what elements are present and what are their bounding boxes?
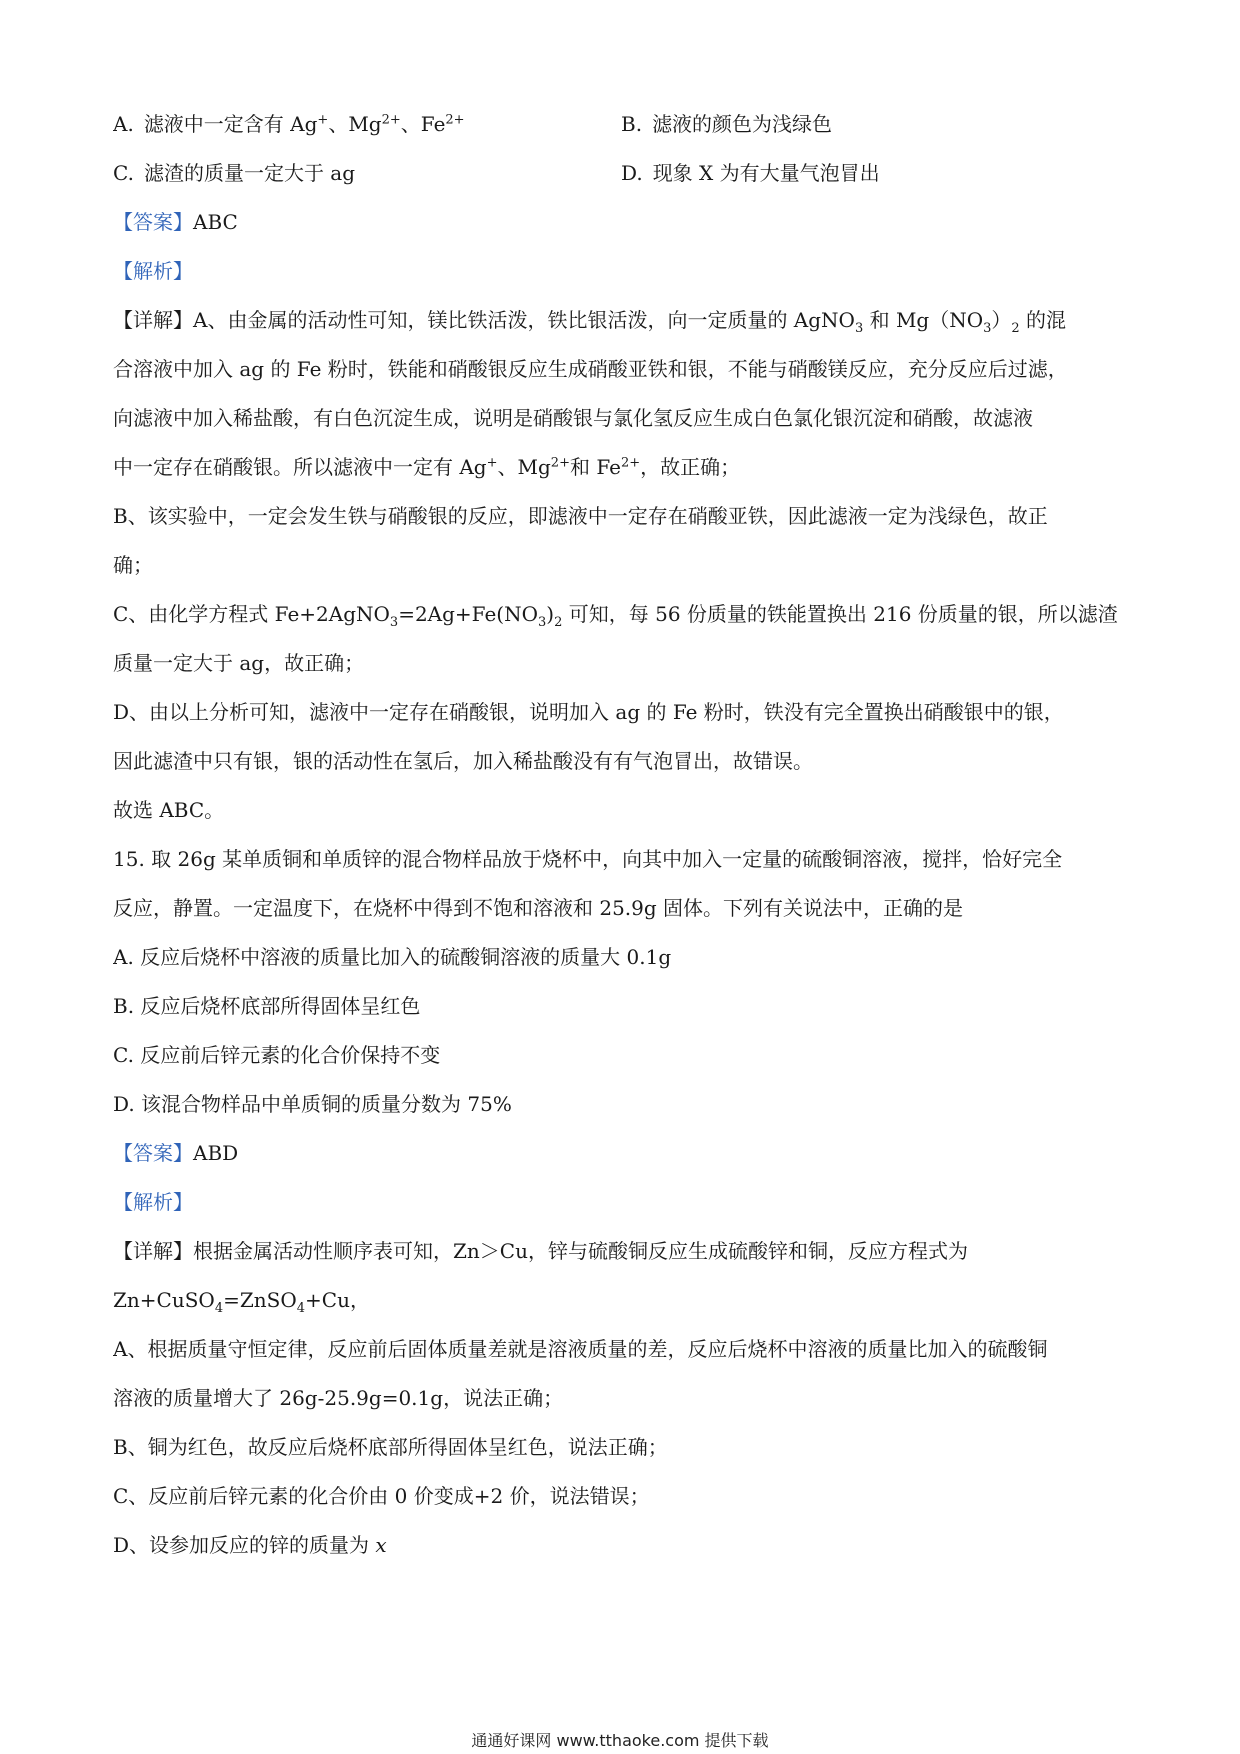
q14-conclusion: 故选 ABC。 bbox=[113, 798, 225, 822]
superscript: 2+ bbox=[620, 455, 641, 471]
q15-detail-c-line-1: C、反应前后锌元素的化合价由 0 价变成+2 价，说法错误； bbox=[113, 1484, 650, 1508]
text: =2Ag+Fe(NO bbox=[398, 602, 538, 626]
superscript: + bbox=[317, 112, 329, 128]
analysis-tag: 【解析】 bbox=[113, 259, 193, 283]
analysis-tag: 【解析】 bbox=[113, 1190, 193, 1214]
q14-option-c bbox=[113, 149, 621, 198]
answer-tag: 【答案】 bbox=[113, 1141, 193, 1165]
q15-option-a: A. 反应后烧杯中溶液的质量比加入的硫酸铜溶液的质量大 0.1g bbox=[113, 945, 672, 969]
q14-options-row-1 bbox=[113, 100, 1133, 149]
text: 根据金属活动性顺序表可知，Zn＞Cu，锌与硫酸铜反应生成硫酸锌和铜，反应方程式为 bbox=[193, 1239, 968, 1263]
text: =ZnSO bbox=[223, 1288, 297, 1312]
q14-answer bbox=[113, 198, 1133, 247]
superscript: 2+ bbox=[381, 112, 401, 128]
subscript: 2 bbox=[1011, 321, 1020, 336]
detail-tag: 【详解】 bbox=[113, 1239, 193, 1263]
text: 、Mg bbox=[497, 455, 551, 479]
option-text: 现象 X 为有大量气泡冒出 bbox=[652, 161, 880, 185]
superscript: 2+ bbox=[550, 455, 570, 471]
text: 和 Fe bbox=[569, 455, 621, 479]
q15-analysis-heading bbox=[113, 1178, 1133, 1227]
q14-detail-line-1 bbox=[113, 296, 1133, 345]
q14-detail-line-3: 向滤液中加入稀盐酸，有白色沉淀生成，说明是硝酸银与氯化氢反应生成白色氯化银沉淀和硝酸，故滤液 bbox=[113, 406, 1033, 430]
q15-detail-a-line-2: 溶液的质量增大了 26g-25.9g=0.1g，说法正确； bbox=[113, 1386, 564, 1410]
variable: x bbox=[375, 1533, 387, 1557]
subscript: 3 bbox=[389, 615, 399, 630]
q15-detail-d-line-1 bbox=[113, 1521, 1133, 1570]
option-text: 、Fe bbox=[400, 112, 446, 136]
page-content bbox=[113, 100, 1133, 1570]
text: A、由金属的活动性可知，镁比铁活泼，铁比银活泼，向一定质量的 AgNO bbox=[193, 308, 855, 332]
q14-option-b bbox=[621, 100, 1129, 149]
q15-equation bbox=[113, 1276, 1133, 1325]
q14-detail-c-line-2: 质量一定大于 ag，故正确； bbox=[113, 651, 365, 675]
q14-option-d bbox=[621, 149, 1129, 198]
text: +Cu， bbox=[305, 1288, 370, 1312]
q14-option-a bbox=[113, 100, 621, 149]
option-text: 滤液的颜色为浅绿色 bbox=[652, 112, 833, 136]
answer-value: ABD bbox=[193, 1141, 239, 1165]
subscript: 4 bbox=[214, 1301, 224, 1316]
text: 可知，每 56 份质量的铁能置换出 216 份质量的银，所以滤渣 bbox=[562, 602, 1118, 626]
text: Zn+CuSO bbox=[113, 1288, 215, 1312]
detail-tag: 【详解】 bbox=[113, 308, 193, 332]
answer-tag: 【答案】 bbox=[113, 210, 193, 234]
q15-stem-line-2: 反应，静置。一定温度下，在烧杯中得到不饱和溶液和 25.9g 固体。下列有关说法中，正确的是 bbox=[113, 896, 964, 920]
option-label: A. bbox=[113, 112, 134, 136]
superscript: + bbox=[486, 455, 498, 471]
text: ） bbox=[991, 308, 1012, 332]
q14-analysis-heading bbox=[113, 247, 1133, 296]
q14-detail-b-line-2: 确； bbox=[113, 553, 153, 577]
q15-answer bbox=[113, 1129, 1133, 1178]
q14-detail-d-line-1: D、由以上分析可知，滤液中一定存在硝酸银，说明加入 ag 的 Fe 粉时，铁没有完全置换出硝酸银中的银， bbox=[113, 700, 1064, 724]
subscript: 3 bbox=[854, 321, 864, 336]
q15-detail-a-line-1: A、根据质量守恒定律，反应前后固体质量差就是溶液质量的差，反应后烧杯中溶液的质量比加入的硫酸铜 bbox=[113, 1337, 1048, 1361]
q14-options-row-2 bbox=[113, 149, 1133, 198]
q14-detail-c-line-1 bbox=[113, 590, 1133, 639]
text: C、由化学方程式 Fe+2AgNO bbox=[113, 602, 390, 626]
option-text: 、Mg bbox=[328, 112, 382, 136]
text: 的混 bbox=[1019, 308, 1067, 332]
subscript: 3 bbox=[983, 321, 992, 336]
option-label: D. bbox=[621, 161, 643, 185]
q15-option-c: C. 反应前后锌元素的化合价保持不变 bbox=[113, 1043, 441, 1067]
answer-value: ABC bbox=[193, 210, 238, 234]
q15-option-d: D. 该混合物样品中单质铜的质量分数为 75% bbox=[113, 1092, 512, 1116]
q14-detail-d-line-2: 因此滤渣中只有银，银的活动性在氢后，加入稀盐酸没有有气泡冒出，故错误。 bbox=[113, 749, 813, 773]
option-label: C. bbox=[113, 161, 134, 185]
q15-detail-b-line-1: B、铜为红色，故反应后烧杯底部所得固体呈红色，说法正确； bbox=[113, 1435, 668, 1459]
q14-detail-b-line-1: B、该实验中，一定会发生铁与硝酸银的反应，即滤液中一定存在硝酸亚铁，因此滤液一定为浅绿色，故正 bbox=[113, 504, 1048, 528]
text: ) bbox=[546, 602, 555, 626]
text: 和 Mg（NO bbox=[863, 308, 984, 332]
q14-detail-line-4 bbox=[113, 443, 1133, 492]
subscript: 3 bbox=[538, 615, 547, 630]
option-text: 滤液中一定含有 Ag bbox=[143, 112, 318, 136]
q14-detail-line-2: 合溶液中加入 ag 的 Fe 粉时，铁能和硝酸银反应生成硝酸亚铁和银，不能与硝酸镁反应，充分反应后过滤， bbox=[113, 357, 1068, 381]
text: 中一定存在硝酸银。所以滤液中一定有 Ag bbox=[113, 455, 487, 479]
superscript: 2+ bbox=[445, 112, 465, 128]
page-footer: 通通好课网 www.tthaoke.com 提供下载 bbox=[471, 1731, 769, 1750]
text: ，故正确； bbox=[640, 455, 741, 479]
option-label: B. bbox=[621, 112, 643, 136]
q15-option-b: B. 反应后烧杯底部所得固体呈红色 bbox=[113, 994, 421, 1018]
text: D、设参加反应的锌的质量为 bbox=[113, 1533, 376, 1557]
q15-stem-line-1: 15. 取 26g 某单质铜和单质锌的混合物样品放于烧杯中，向其中加入一定量的硫酸铜溶液，搅拌，恰好完全 bbox=[113, 847, 1063, 871]
option-text: 滤渣的质量一定大于 ag bbox=[143, 161, 356, 185]
subscript: 4 bbox=[296, 1301, 306, 1316]
q15-detail-line-1 bbox=[113, 1227, 1133, 1276]
subscript: 2 bbox=[554, 615, 563, 630]
